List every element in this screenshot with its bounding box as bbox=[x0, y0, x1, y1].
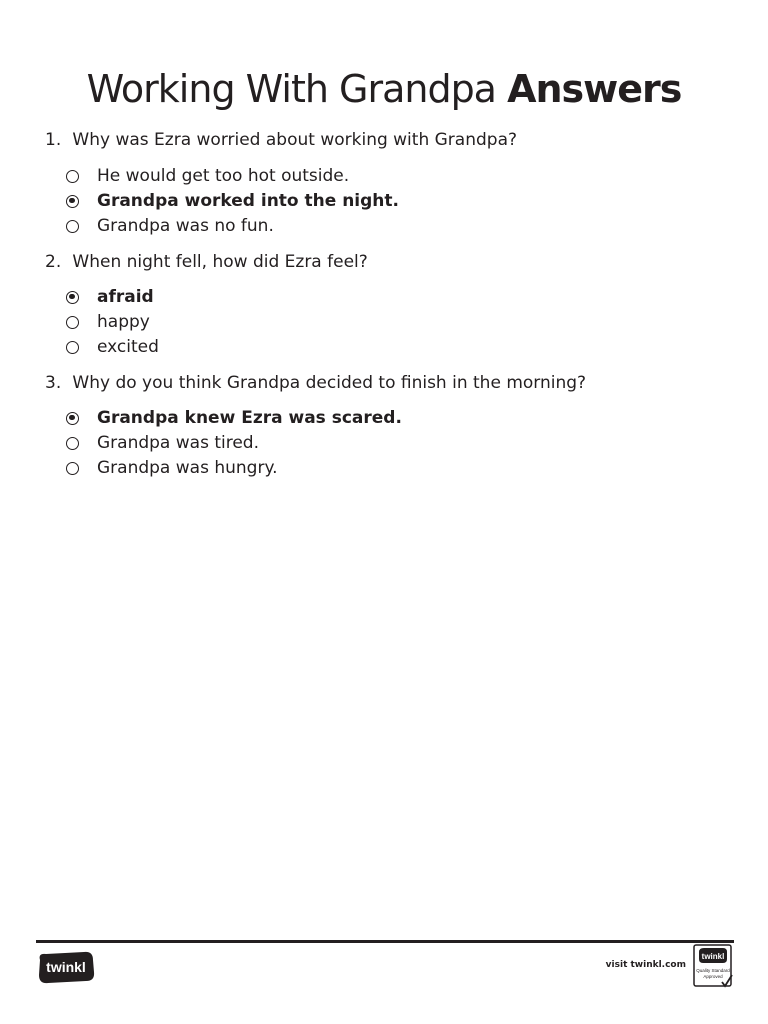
radio-selected-icon bbox=[66, 412, 79, 425]
option-text: Grandpa worked into the night. bbox=[97, 191, 399, 211]
twinkl-logo bbox=[36, 950, 96, 984]
page-title bbox=[0, 65, 768, 113]
q1-option-2 bbox=[66, 189, 399, 213]
option-text: excited bbox=[97, 337, 159, 357]
footer-divider bbox=[36, 940, 734, 943]
radio-empty-icon bbox=[66, 316, 79, 329]
radio-empty-icon bbox=[66, 170, 79, 183]
radio-empty-icon bbox=[66, 220, 79, 233]
svg-text:twinkl: twinkl bbox=[46, 959, 86, 975]
option-text: Grandpa was no fun. bbox=[97, 216, 274, 236]
q2-option-1 bbox=[66, 285, 154, 309]
q2-option-3 bbox=[66, 335, 159, 359]
radio-empty-icon bbox=[66, 341, 79, 354]
radio-selected-icon bbox=[66, 291, 79, 304]
visit-link[interactable]: visit twinkl.com bbox=[605, 960, 686, 970]
q1-option-3 bbox=[66, 214, 274, 238]
option-text: Grandpa was tired. bbox=[97, 433, 259, 453]
question-number: 2. bbox=[45, 252, 62, 272]
question-number: 1. bbox=[45, 130, 62, 150]
q1-option-1 bbox=[66, 164, 349, 188]
q2-option-2 bbox=[66, 310, 150, 334]
option-text: happy bbox=[97, 312, 150, 332]
question-3 bbox=[45, 371, 586, 395]
question-text: Why do you think Grandpa decided to finish in the morning? bbox=[72, 373, 587, 393]
radio-empty-icon bbox=[66, 462, 79, 475]
q3-option-1 bbox=[66, 406, 402, 430]
question-text: When night fell, how did Ezra feel? bbox=[72, 252, 368, 272]
question-1 bbox=[45, 128, 517, 152]
radio-empty-icon bbox=[66, 437, 79, 450]
svg-text:Approved: Approved bbox=[703, 974, 723, 979]
option-text: He would get too hot outside. bbox=[97, 166, 350, 186]
q3-option-3 bbox=[66, 456, 277, 480]
q3-option-2 bbox=[66, 431, 259, 455]
option-text: Grandpa was hungry. bbox=[97, 458, 278, 478]
title-main: Working With Grandpa bbox=[86, 67, 496, 112]
title-emphasis: Answers bbox=[507, 67, 682, 112]
question-2 bbox=[45, 250, 368, 274]
question-text: Why was Ezra worried about working with Grandpa? bbox=[72, 130, 518, 150]
svg-text:twinkl: twinkl bbox=[701, 952, 725, 961]
svg-text:Quality Standard: Quality Standard bbox=[696, 968, 730, 973]
option-text: Grandpa knew Ezra was scared. bbox=[97, 408, 402, 428]
radio-selected-icon bbox=[66, 195, 79, 208]
question-number: 3. bbox=[45, 373, 62, 393]
quality-badge bbox=[693, 944, 733, 988]
option-text: afraid bbox=[97, 287, 154, 307]
